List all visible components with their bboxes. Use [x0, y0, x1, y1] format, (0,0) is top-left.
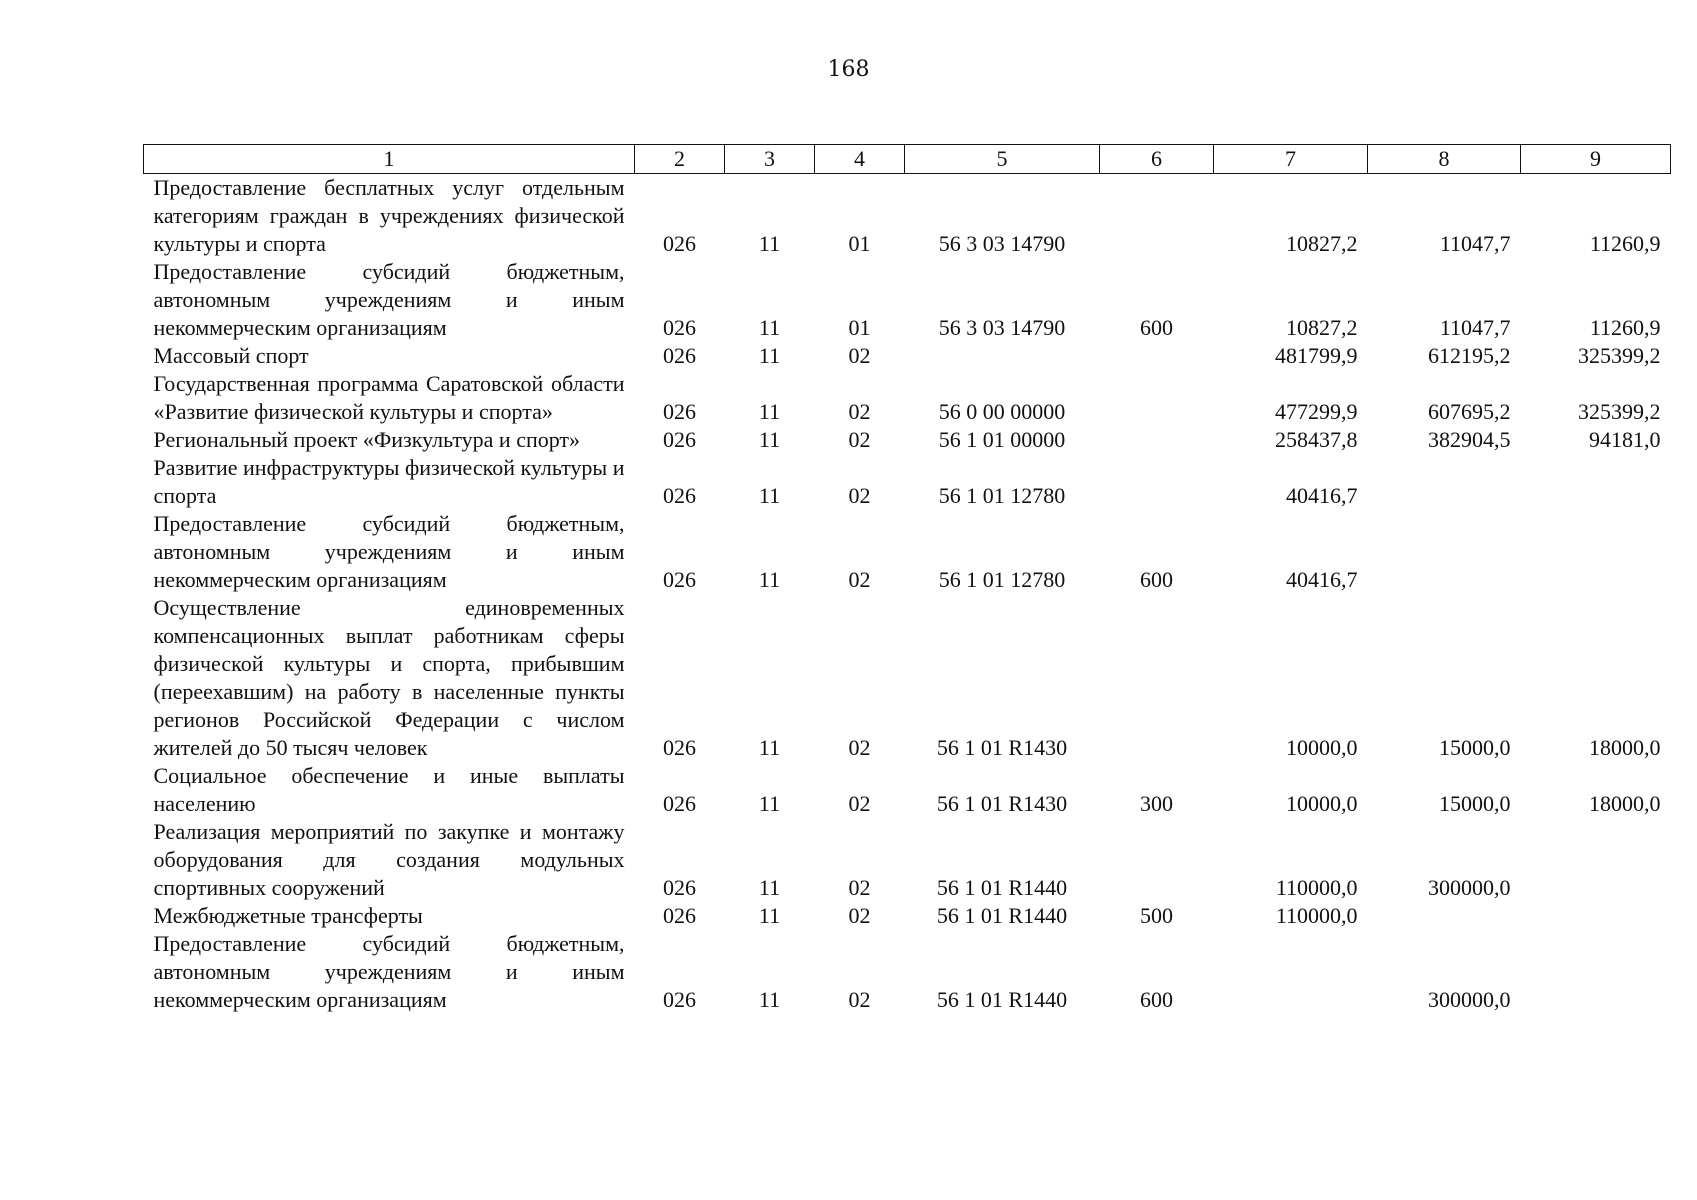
- section-code: 11: [758, 875, 781, 900]
- subsection-code: 02: [848, 567, 871, 592]
- item-name: Межбюджетные трансферты: [153, 903, 423, 928]
- table-row: [144, 902, 1671, 930]
- table-row: [144, 258, 1671, 342]
- table-row: [144, 594, 1671, 762]
- amount-col-9: 18000,0: [1589, 791, 1661, 816]
- ministry-code: 026: [663, 483, 696, 508]
- expense-type-code: 600: [1140, 315, 1173, 340]
- item-name: Массовый спорт: [153, 343, 309, 368]
- ministry-code: 026: [663, 791, 696, 816]
- subsection-code: 02: [848, 987, 871, 1012]
- amount-col-9: 11260,9: [1589, 315, 1661, 340]
- ministry-code: 026: [663, 427, 696, 452]
- ministry-code: 026: [663, 567, 696, 592]
- amount-col-7: [1214, 930, 1368, 1014]
- item-name: Предоставление бесплатных услуг отдельным категориям граждан в учреждениях физической культуры и спорта: [153, 175, 625, 256]
- amount-col-8: 300000,0: [1428, 987, 1511, 1012]
- expense-type-code: [1100, 818, 1214, 902]
- subsection-code: 01: [848, 231, 871, 256]
- expense-type-code: 300: [1140, 791, 1173, 816]
- item-name: Осуществление единовременных компенсационных выплат работникам сферы физической культуры и спорта, прибывшим (переехавшим) на работу в населенные пункты регионов Российской Федерации с числом жителей до 50 тысяч человек: [153, 595, 625, 760]
- subsection-code: 02: [848, 791, 871, 816]
- amount-col-7: 481799,9: [1275, 343, 1358, 368]
- ministry-code: 026: [663, 875, 696, 900]
- subsection-code: 02: [848, 903, 871, 928]
- target-article-code: 56 1 01 12780: [938, 567, 1066, 592]
- subsection-code: 02: [848, 483, 871, 508]
- target-article-code: 56 1 01 R1430: [936, 735, 1068, 760]
- amount-col-7: 10000,0: [1286, 735, 1358, 760]
- table-row: [144, 342, 1671, 370]
- expense-type-code: 500: [1140, 903, 1173, 928]
- expense-type-code: 600: [1140, 567, 1173, 592]
- target-article-code: 56 1 01 00000: [938, 427, 1066, 452]
- expense-type-code: [1100, 426, 1214, 454]
- expense-type-code: [1100, 370, 1214, 426]
- section-code: 11: [758, 399, 781, 424]
- subsection-code: 02: [848, 735, 871, 760]
- target-article-code: 56 3 03 14790: [938, 315, 1066, 340]
- table-body: [144, 174, 1671, 1015]
- ministry-code: 026: [663, 399, 696, 424]
- section-code: 11: [758, 231, 781, 256]
- amount-col-7: 110000,0: [1275, 903, 1358, 928]
- expense-type-code: [1100, 454, 1214, 510]
- amount-col-7: 110000,0: [1275, 875, 1358, 900]
- amount-col-9: 11260,9: [1589, 231, 1661, 256]
- target-article-code: 56 1 01 12780: [938, 483, 1066, 508]
- amount-col-9: 325399,2: [1578, 343, 1661, 368]
- section-code: 11: [758, 735, 781, 760]
- amount-col-9: [1521, 930, 1671, 1014]
- section-code: 11: [758, 483, 781, 508]
- amount-col-7: 40416,7: [1286, 567, 1358, 592]
- amount-col-9: [1521, 510, 1671, 594]
- amount-col-7: 40416,7: [1286, 483, 1358, 508]
- amount-col-8: 612195,2: [1428, 343, 1511, 368]
- subsection-code: 02: [848, 399, 871, 424]
- item-name: Развитие инфраструктуры физической культуры и спорта: [153, 455, 625, 508]
- column-header: 1: [144, 145, 635, 174]
- expense-type-code: 600: [1140, 987, 1173, 1012]
- ministry-code: 026: [663, 735, 696, 760]
- amount-col-8: 382904,5: [1428, 427, 1511, 452]
- column-header: 3: [725, 145, 815, 174]
- target-article-code: 56 1 01 R1430: [936, 791, 1068, 816]
- table-row: [144, 370, 1671, 426]
- ministry-code: 026: [663, 343, 696, 368]
- ministry-code: 026: [663, 903, 696, 928]
- section-code: 11: [758, 315, 781, 340]
- amount-col-8: 607695,2: [1428, 399, 1511, 424]
- column-header: 5: [905, 145, 1100, 174]
- item-name: Предоставление субсидий бюджетным, автономным учреждениям и иным некоммерческим организациям: [153, 931, 625, 1012]
- amount-col-9: 94181,0: [1589, 427, 1661, 452]
- amount-col-7: 10827,2: [1286, 315, 1358, 340]
- amount-col-9: 18000,0: [1589, 735, 1661, 760]
- item-name: Государственная программа Саратовской области «Развитие физической культуры и спорта»: [153, 371, 625, 424]
- budget-table: [143, 144, 1671, 1014]
- table-row: [144, 930, 1671, 1014]
- table-row: [144, 454, 1671, 510]
- expense-type-code: [1100, 174, 1214, 259]
- subsection-code: 02: [848, 343, 871, 368]
- amount-col-7: 258437,8: [1275, 427, 1358, 452]
- column-header: 2: [635, 145, 725, 174]
- column-header: 8: [1368, 145, 1521, 174]
- target-article-code: 56 1 01 R1440: [936, 987, 1068, 1012]
- amount-col-7: 10827,2: [1286, 231, 1358, 256]
- target-article-code: 56 1 01 R1440: [936, 903, 1068, 928]
- subsection-code: 02: [848, 875, 871, 900]
- amount-col-9: [1521, 818, 1671, 902]
- column-header: 6: [1100, 145, 1214, 174]
- amount-col-8: 15000,0: [1439, 735, 1511, 760]
- section-code: 11: [758, 427, 781, 452]
- table-header-row: [144, 145, 1671, 174]
- item-name: Региональный проект «Физкультура и спорт»: [153, 427, 581, 452]
- table-row: [144, 174, 1671, 259]
- ministry-code: 026: [663, 315, 696, 340]
- amount-col-8: [1368, 510, 1521, 594]
- ministry-code: 026: [663, 987, 696, 1012]
- amount-col-8: 300000,0: [1428, 875, 1511, 900]
- column-header: 4: [815, 145, 905, 174]
- expense-type-code: [1100, 342, 1214, 370]
- subsection-code: 01: [848, 315, 871, 340]
- amount-col-9: [1521, 454, 1671, 510]
- amount-col-9: [1521, 902, 1671, 930]
- table-row: [144, 762, 1671, 818]
- target-article-code: 56 3 03 14790: [938, 231, 1066, 256]
- item-name: Реализация мероприятий по закупке и монтажу оборудования для создания модульных спортивных сооружений: [153, 819, 625, 900]
- section-code: 11: [758, 903, 781, 928]
- column-header: 7: [1214, 145, 1368, 174]
- amount-col-8: [1368, 902, 1521, 930]
- table-row: [144, 818, 1671, 902]
- item-name: Предоставление субсидий бюджетным, автономным учреждениям и иным некоммерческим организациям: [153, 511, 625, 592]
- page-number: 168: [827, 57, 870, 82]
- table-row: [144, 510, 1671, 594]
- section-code: 11: [758, 791, 781, 816]
- expense-type-code: [1100, 594, 1214, 762]
- section-code: 11: [758, 343, 781, 368]
- amount-col-7: 10000,0: [1286, 791, 1358, 816]
- section-code: 11: [758, 987, 781, 1012]
- item-name: Предоставление субсидий бюджетным, автономным учреждениям и иным некоммерческим организациям: [153, 259, 625, 340]
- amount-col-7: 477299,9: [1275, 399, 1358, 424]
- amount-col-8: [1368, 454, 1521, 510]
- section-code: 11: [758, 567, 781, 592]
- subsection-code: 02: [848, 427, 871, 452]
- amount-col-8: 11047,7: [1439, 231, 1511, 256]
- amount-col-8: 15000,0: [1439, 791, 1511, 816]
- ministry-code: 026: [663, 231, 696, 256]
- item-name: Социальное обеспечение и иные выплаты населению: [153, 763, 625, 816]
- amount-col-9: 325399,2: [1578, 399, 1661, 424]
- target-article-code: 56 0 00 00000: [938, 399, 1066, 424]
- target-article-code: 56 1 01 R1440: [936, 875, 1068, 900]
- amount-col-8: 11047,7: [1439, 315, 1511, 340]
- table-row: [144, 426, 1671, 454]
- target-article-code: [905, 342, 1100, 370]
- column-header: 9: [1521, 145, 1671, 174]
